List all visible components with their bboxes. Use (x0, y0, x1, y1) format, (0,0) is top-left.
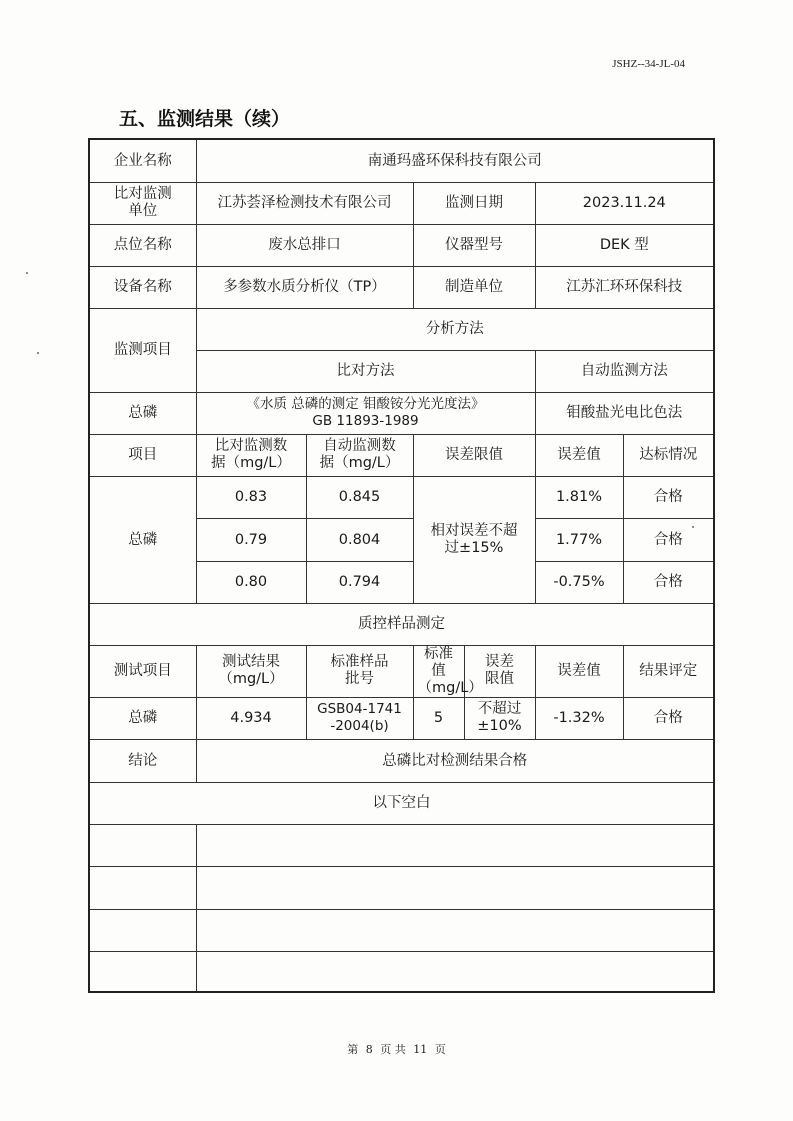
maker-value: 江苏汇环环保科技 (535, 266, 714, 308)
qc-error-header: 误差值 (535, 645, 623, 697)
compare-data-header-line1: 比对监测数 (214, 438, 288, 454)
compare-method-name: 《水质 总磷的测定 钼酸铵分光光度法》 (246, 396, 485, 412)
qc-limit-header-line1: 误差 (485, 654, 514, 670)
blank-note: 以下空白 (89, 782, 714, 824)
monitoring-item-label: 监测项目 (89, 308, 196, 392)
point-label: 点位名称 (89, 224, 196, 266)
method-item: 总磷 (89, 392, 196, 434)
qc-limit-header-line2: 限值 (485, 671, 514, 687)
scan-speck (37, 352, 39, 354)
results-item-header: 项目 (89, 434, 196, 476)
device-value: 多参数水质分析仪（TP） (196, 266, 413, 308)
empty-row (89, 866, 714, 909)
qc-batch-header-line1: 标准样品 (330, 654, 389, 670)
error-header: 误差值 (535, 434, 623, 476)
compare-unit-label: 比对监测单位 (89, 182, 196, 224)
limit-header: 误差限值 (413, 434, 535, 476)
results-item: 总磷 (89, 476, 196, 603)
point-value: 废水总排口 (196, 224, 413, 266)
qc-item: 总磷 (89, 697, 196, 739)
analysis-method-label: 分析方法 (196, 308, 714, 350)
auto-data-header-line1: 自动监测数 (323, 438, 396, 454)
qc-batch-header-line2: 批号 (345, 671, 374, 687)
status-value: 合格 (623, 476, 714, 518)
scan-speck (692, 526, 694, 528)
device-row (89, 266, 714, 308)
method-header-row (89, 308, 714, 350)
status-header: 达标情况 (623, 434, 714, 476)
compare-method-label: 比对方法 (196, 350, 535, 392)
qc-std-header-line1: 标准值 (424, 645, 453, 679)
qc-result: 4.934 (196, 697, 306, 739)
page-suffix: 页 (434, 1043, 446, 1056)
company-label: 企业名称 (89, 139, 196, 182)
compare-unit-row (89, 182, 714, 224)
point-row (89, 224, 714, 266)
compare-value: 0.83 (196, 476, 306, 518)
qc-result-header-line2: （mg/L） (218, 671, 284, 687)
error-limit-line2: 过±15% (444, 539, 504, 556)
qc-result-header (196, 645, 306, 697)
qc-std-header-line2: （mg/L） (417, 679, 483, 696)
qc-batch-header (306, 645, 413, 697)
auto-data-header-line2: 据（mg/L） (319, 455, 400, 471)
qc-title-row (89, 603, 714, 645)
section-title: 五、监测结果（续） (119, 108, 291, 130)
results-header-row (89, 434, 714, 476)
scan-speck (26, 272, 28, 274)
page-prefix: 第 (347, 1043, 359, 1056)
auto-data-header (306, 434, 413, 476)
error-value: -0.75% (535, 561, 623, 603)
conclusion-row (89, 739, 714, 782)
blank-note-row (89, 782, 714, 824)
conclusion-value: 总磷比对检测结果合格 (196, 739, 714, 782)
qc-std-header (413, 645, 483, 697)
compare-data-header (196, 434, 306, 476)
page-mid: 页 共 (380, 1043, 406, 1056)
qc-limit (464, 697, 535, 739)
table-row (89, 476, 714, 518)
date-value: 2023.11.24 (535, 182, 714, 224)
error-limit-line1: 相对误差不超 (430, 522, 518, 539)
compare-method-standard: GB 11893-1989 (312, 413, 419, 429)
status-value: 合格 (623, 561, 714, 603)
error-limit-cell (413, 476, 535, 603)
compare-value: 0.80 (196, 561, 306, 603)
status-value: 合格 (623, 518, 714, 561)
qc-eval-header: 结果评定 (623, 645, 714, 697)
compare-data-header-line2: 据（mg/L） (211, 455, 291, 471)
qc-eval: 合格 (623, 697, 714, 739)
qc-title: 质控样品测定 (89, 603, 714, 645)
qc-limit-line2: ±10% (477, 718, 522, 734)
qc-batch-line1: GSB04-1741 (317, 701, 402, 717)
qc-limit-line1: 不超过 (477, 701, 522, 717)
model-value: DEK 型 (535, 224, 714, 266)
maker-label: 制造单位 (413, 266, 535, 308)
error-value: 1.77% (535, 518, 623, 561)
page-current: 8 (365, 1043, 373, 1056)
error-value: 1.81% (535, 476, 623, 518)
auto-method-label: 自动监测方法 (535, 350, 714, 392)
date-label: 监测日期 (413, 182, 535, 224)
page-total: 11 (413, 1043, 428, 1056)
monitoring-results-table (88, 138, 715, 993)
document-code: JSHZ--34-JL-04 (612, 58, 685, 70)
auto-value: 0.845 (306, 476, 413, 518)
qc-error: -1.32% (535, 697, 623, 739)
auto-value: 0.794 (306, 561, 413, 603)
empty-row (89, 951, 714, 992)
device-label: 设备名称 (89, 266, 196, 308)
qc-item-header: 测试项目 (89, 645, 196, 697)
company-value: 南通玛盛环保科技有限公司 (196, 139, 714, 182)
compare-method-cell (196, 392, 535, 434)
empty-row (89, 909, 714, 951)
qc-batch-line2: -2004(b) (330, 718, 389, 734)
auto-method-value: 钼酸盐光电比色法 (535, 392, 714, 434)
qc-batch (306, 697, 413, 739)
conclusion-label: 结论 (89, 739, 196, 782)
empty-row (89, 824, 714, 866)
auto-value: 0.804 (306, 518, 413, 561)
compare-value: 0.79 (196, 518, 306, 561)
qc-data-row (89, 697, 714, 739)
company-row (89, 139, 714, 182)
compare-unit-value: 江苏荟泽检测技术有限公司 (196, 182, 413, 224)
qc-std: 5 (413, 697, 464, 739)
model-label: 仪器型号 (413, 224, 535, 266)
page-footer (0, 1041, 793, 1057)
method-row (89, 392, 714, 434)
qc-header-row (89, 645, 714, 697)
qc-result-header-line1: 测试结果 (222, 654, 280, 670)
